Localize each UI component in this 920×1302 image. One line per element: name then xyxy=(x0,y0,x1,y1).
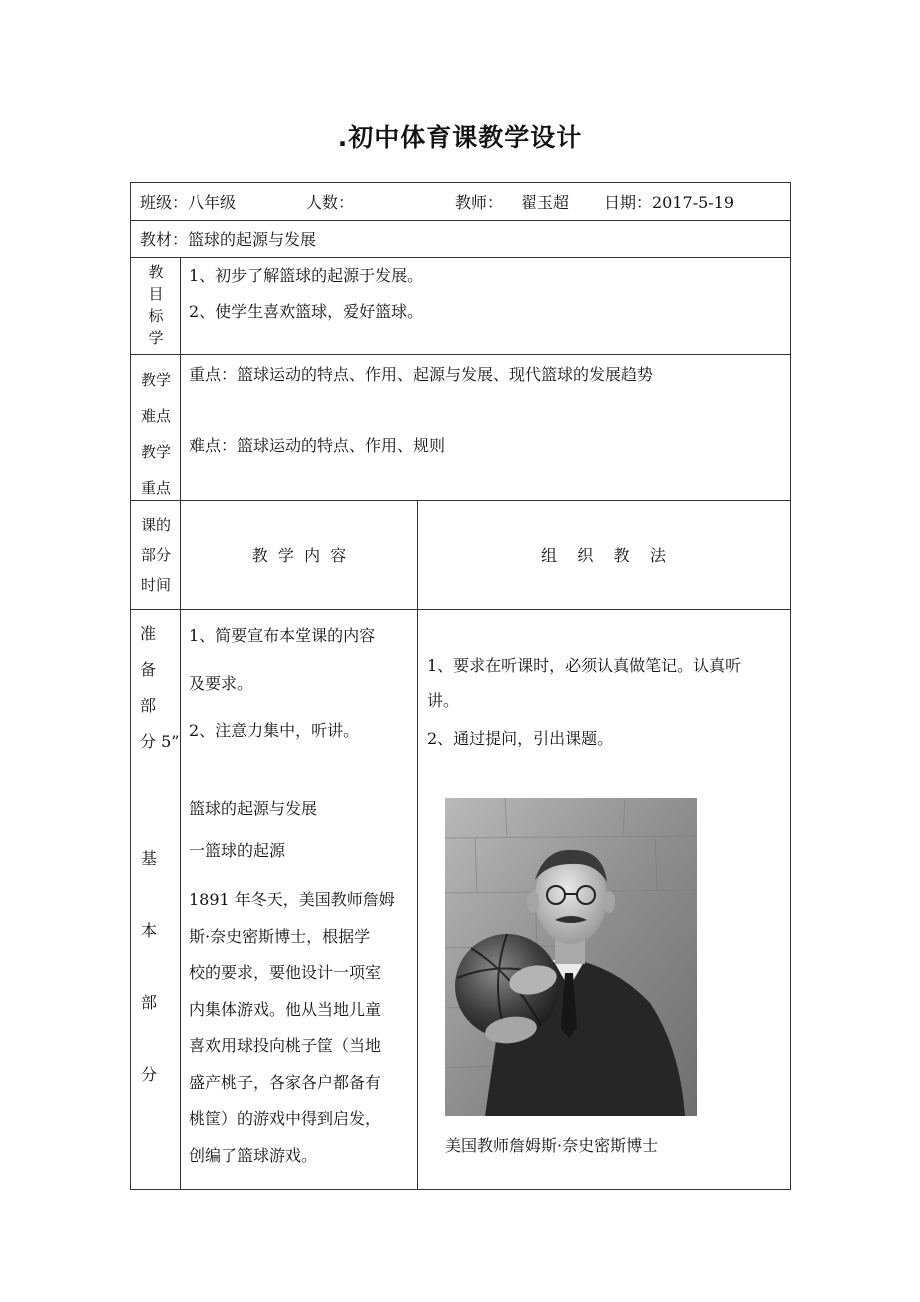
objective-item: 1、初步了解篮球的起源于发展。 xyxy=(189,266,424,285)
basic-heading: 篮球的起源与发展 xyxy=(189,799,318,818)
key-points-label: 教学 难点 教学 重点 xyxy=(140,371,171,497)
content-column-header: 教 学 内 容 xyxy=(251,546,347,565)
prep-content-line: 及要求。 xyxy=(189,674,254,693)
prep-content-line: 1、简要宣布本堂课的内容 xyxy=(189,626,376,645)
teacher-name: 翟玉超 xyxy=(521,193,570,212)
basic-section-label: 基 本 部 分 xyxy=(140,849,157,1084)
page-title: .初中体育课教学设计 xyxy=(337,123,583,152)
basic-subheading: 一篮球的起源 xyxy=(189,841,286,860)
prep-content-line: 2、注意力集中，听讲。 xyxy=(189,721,360,740)
row-divider xyxy=(130,257,790,258)
row-divider xyxy=(130,220,790,221)
naismith-photo xyxy=(445,798,697,1116)
method-line: 2、通过提问，引出课题。 xyxy=(427,729,614,748)
teacher-label: 教师： xyxy=(455,193,504,212)
difficulty-text: 难点：篮球运动的特点、作用、规则 xyxy=(189,436,446,455)
objective-item: 2、使学生喜欢篮球，爱好篮球。 xyxy=(189,302,424,321)
photo-caption: 美国教师詹姆斯·奈史密斯博士 xyxy=(445,1136,659,1155)
prep-section-label: 准 备 部 分 5” xyxy=(140,624,180,751)
method-column-header: 组 织 教 法 xyxy=(540,546,667,565)
section-time-label: 课的 部分 时间 xyxy=(140,516,171,594)
row-divider xyxy=(130,500,790,501)
objectives-label: 教 目 标 学 xyxy=(148,263,164,347)
class-field: 班级：八年级 xyxy=(140,193,237,212)
method-line: 1、要求在听课时，必须认真做笔记。认真听 xyxy=(427,656,742,675)
column-divider xyxy=(417,500,418,1189)
method-line: 讲。 xyxy=(427,691,460,710)
row-divider xyxy=(130,609,790,610)
origin-paragraph: 1891 年冬天，美国教师詹姆 斯·奈史密斯博士，根据学 校的要求，要他设计一项室 内集体游戏。他从当地儿童 喜欢用球投向桃子筐（当地 盛产桃子，各家各户都备有 桃筐）的游戏中得到启发， 创编了篮球游戏。 xyxy=(189,890,395,1165)
row-divider xyxy=(130,354,790,355)
date-field: 日期：2017-5-19 xyxy=(604,193,735,212)
material-field: 教材：篮球的起源与发展 xyxy=(140,230,317,249)
key-point-text: 重点：篮球运动的特点、作用、起源与发展、现代篮球的发展趋势 xyxy=(189,365,654,384)
count-field: 人数： xyxy=(306,193,355,212)
